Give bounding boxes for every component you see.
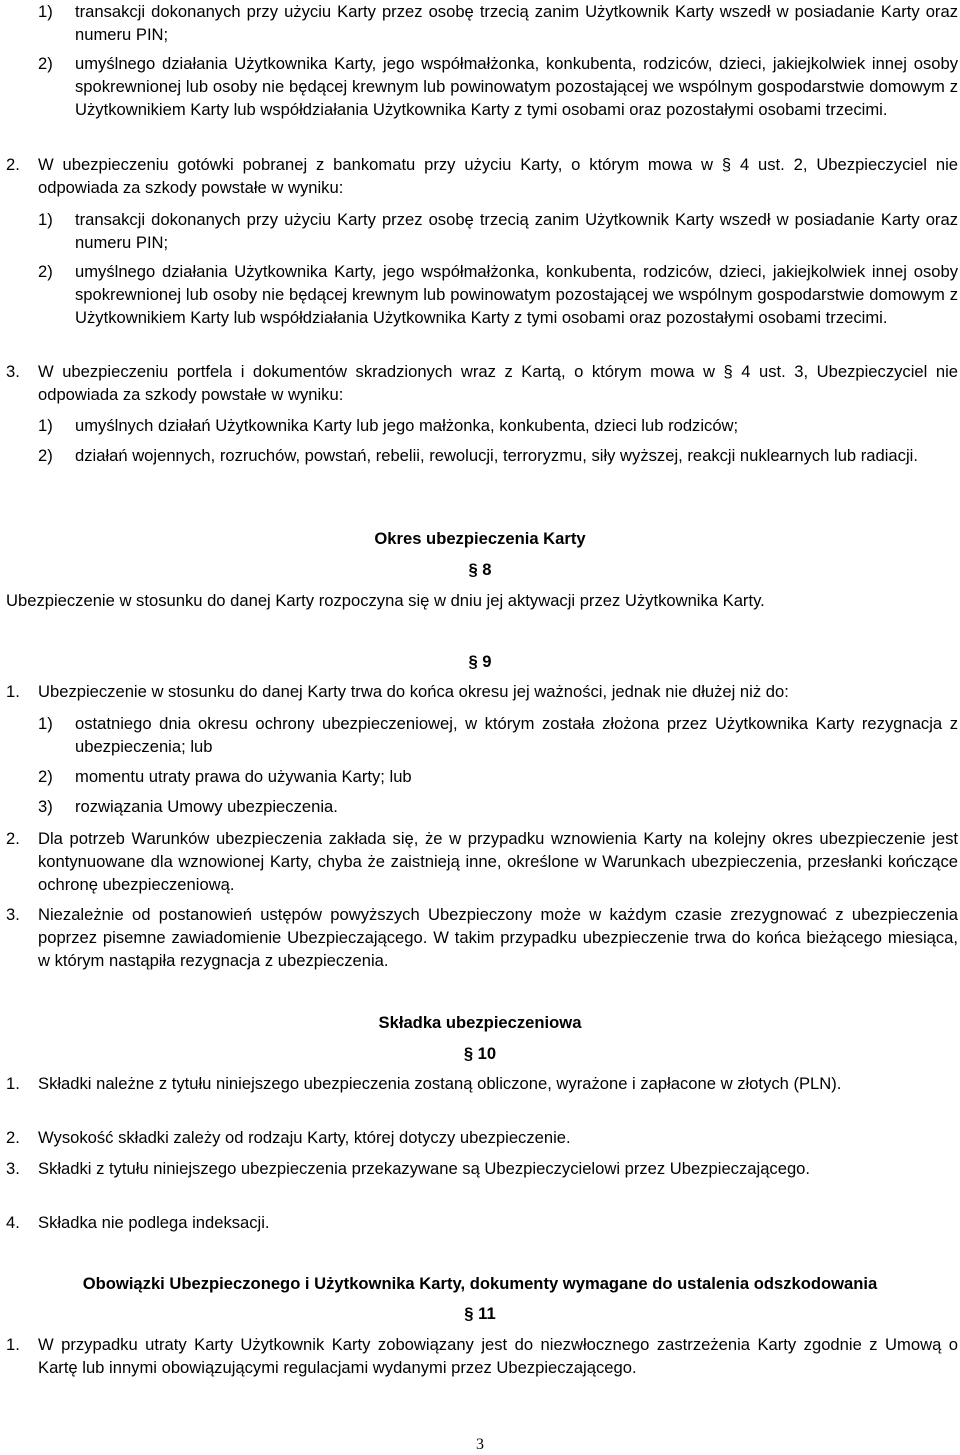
item-number: 2)	[38, 767, 53, 786]
numbered-paragraph	[0, 1333, 958, 1379]
paragraph-number: 3.	[6, 362, 20, 381]
numbered-paragraph	[0, 1211, 958, 1234]
section-heading: Obowiązki Ubezpieczonego i Użytkownika Karty, dokumenty wymagane do ustalenia odszkodowania	[82, 1274, 878, 1293]
list-item	[0, 765, 958, 788]
paragraph	[0, 589, 958, 612]
list-item	[0, 52, 958, 121]
paragraph-number: 4.	[6, 1213, 20, 1232]
paragraph-number: 3.	[6, 1159, 20, 1178]
paragraph-sign: § 10	[463, 1044, 497, 1063]
paragraph-text: Dla potrzeb Warunków ubezpieczenia zakłada się, że w przypadku wznowienia Karty na kolejny okres ubezpieczenie jest kontynuowane dla wznowionej Karty, chyba że zaistnieją inne, określone w Warunkach ubezpieczenia, przesłanki kończące ochronę ubezpieczeniową.	[38, 829, 958, 894]
item-number: 3)	[38, 797, 53, 816]
numbered-paragraph	[0, 1126, 958, 1149]
item-text: umyślnych działań Użytkownika Karty lub jego małżonka, konkubenta, dzieci lub rodziców;	[75, 416, 739, 435]
paragraph-text: Składki należne z tytułu niniejszego ubezpieczenia zostaną obliczone, wyrażone i zapłacone w złotych (PLN).	[38, 1074, 842, 1093]
list-item	[0, 0, 958, 46]
item-number: 1)	[38, 714, 53, 733]
list-item	[0, 444, 958, 467]
paragraph-text: Wysokość składki zależy od rodzaju Karty, której dotyczy ubezpieczenie.	[38, 1128, 571, 1147]
page-number: 3	[476, 1436, 484, 1453]
paragraph-text: Składki z tytułu niniejszego ubezpieczenia przekazywane są Ubezpieczycielowi przez Ubezpieczającego.	[38, 1159, 811, 1178]
item-text: umyślnego działania Użytkownika Karty, jego współmałżonka, konkubenta, rodziców, dzieci, jakiejkolwiek innej osoby spokrewnionej lub osoby nie będącej krewnym lub powinowatym pozostającej we wspólnym gospodarstwie domowym z Użytkownikiem Karty lub współdziałania Użytkownika Karty z tymi osobami oraz pozostałymi osobami trzecimi.	[75, 262, 958, 327]
item-number: 1)	[38, 416, 53, 435]
numbered-paragraph	[0, 1072, 958, 1095]
item-text: transakcji dokonanych przy użyciu Karty przez osobę trzecią zanim Użytkownik Karty wszedł w posiadanie Karty oraz numeru PIN;	[75, 210, 958, 252]
paragraph-text: W przypadku utraty Karty Użytkownik Karty zobowiązany jest do niezwłocznego zastrzeżenia Karty zgodnie z Umową o Kartę lub innymi obowiązującymi regulacjami wydanymi przez Ubezpieczającego.	[38, 1335, 958, 1377]
numbered-paragraph	[0, 680, 958, 703]
item-number: 2)	[38, 446, 53, 465]
paragraph-number: 2.	[6, 155, 20, 174]
item-text: umyślnego działania Użytkownika Karty, jego współmałżonka, konkubenta, rodziców, dzieci, jakiejkolwiek innej osoby spokrewnionej lub osoby nie będącej krewnym lub powinowatym pozostającej we wspólnym gospodarstwie domowym z Użytkownikiem Karty lub współdziałania Użytkownika Karty z tymi osobami oraz pozostałymi osobami trzecimi.	[75, 54, 958, 119]
paragraph-text: W ubezpieczeniu gotówki pobranej z bankomatu przy użyciu Karty, o którym mowa w § 4 ust. 2, Ubezpieczyciel nie odpowiada za szkody powstałe w wyniku:	[38, 155, 958, 197]
numbered-paragraph	[0, 360, 958, 406]
paragraph-number: 1.	[6, 682, 20, 701]
numbered-paragraph	[0, 153, 958, 199]
paragraph-number: 1.	[6, 1074, 20, 1093]
list-item	[0, 795, 958, 818]
item-text: rozwiązania Umowy ubezpieczenia.	[75, 797, 338, 816]
item-number: 2)	[38, 262, 53, 281]
paragraph-number: 1.	[6, 1335, 20, 1354]
item-number: 1)	[38, 210, 53, 229]
item-text: momentu utraty prawa do używania Karty; lub	[75, 767, 412, 786]
item-text: działań wojennych, rozruchów, powstań, rebelii, rewolucji, terroryzmu, siły wyższej, reakcji nuklearnych lub radiacji.	[75, 446, 918, 465]
list-item	[0, 260, 958, 329]
item-number: 2)	[38, 54, 53, 73]
list-item	[0, 208, 958, 254]
section-heading: Okres ubezpieczenia Karty	[374, 529, 586, 548]
paragraph-text: Niezależnie od postanowień ustępów powyższych Ubezpieczony może w każdym czasie zrezygnować z ubezpieczenia poprzez pisemne zawiadomienie Ubezpieczającego. W takim przypadku ubezpieczenie trwa do końca bieżącego miesiąca, w którym nastąpiła rezygnacja z ubezpieczenia.	[38, 905, 958, 970]
paragraph-number: 2.	[6, 829, 20, 848]
paragraph-text: Składka nie podlega indeksacji.	[38, 1213, 270, 1232]
paragraph-sign: § 11	[464, 1304, 496, 1323]
item-text: ostatniego dnia okresu ochrony ubezpieczeniowej, w którym została złożona przez Użytkownika Karty rezygnacja z ubezpieczenia; lub	[75, 714, 958, 756]
item-text: transakcji dokonanych przy użyciu Karty przez osobę trzecią zanim Użytkownik Karty wszedł w posiadanie Karty oraz numeru PIN;	[75, 2, 958, 44]
paragraph-text: Ubezpieczenie w stosunku do danej Karty trwa do końca okresu jej ważności, jednak nie dłużej niż do:	[38, 682, 789, 701]
paragraph-sign: § 8	[468, 560, 492, 579]
numbered-paragraph	[0, 903, 958, 972]
numbered-paragraph	[0, 827, 958, 896]
section-heading: Składka ubezpieczeniowa	[378, 1013, 582, 1032]
paragraph-text: Ubezpieczenie w stosunku do danej Karty rozpoczyna się w dniu jej aktywacji przez Użytkownika Karty.	[6, 591, 765, 610]
numbered-paragraph	[0, 1157, 958, 1180]
paragraph-sign: § 9	[468, 652, 492, 671]
paragraph-number: 2.	[6, 1128, 20, 1147]
paragraph-text: W ubezpieczeniu portfela i dokumentów skradzionych wraz z Kartą, o którym mowa w § 4 ust. 3, Ubezpieczyciel nie odpowiada za szkody powstałe w wyniku:	[38, 362, 958, 404]
paragraph-number: 3.	[6, 905, 20, 924]
item-number: 1)	[38, 2, 53, 21]
list-item	[0, 712, 958, 758]
list-item	[0, 414, 958, 437]
